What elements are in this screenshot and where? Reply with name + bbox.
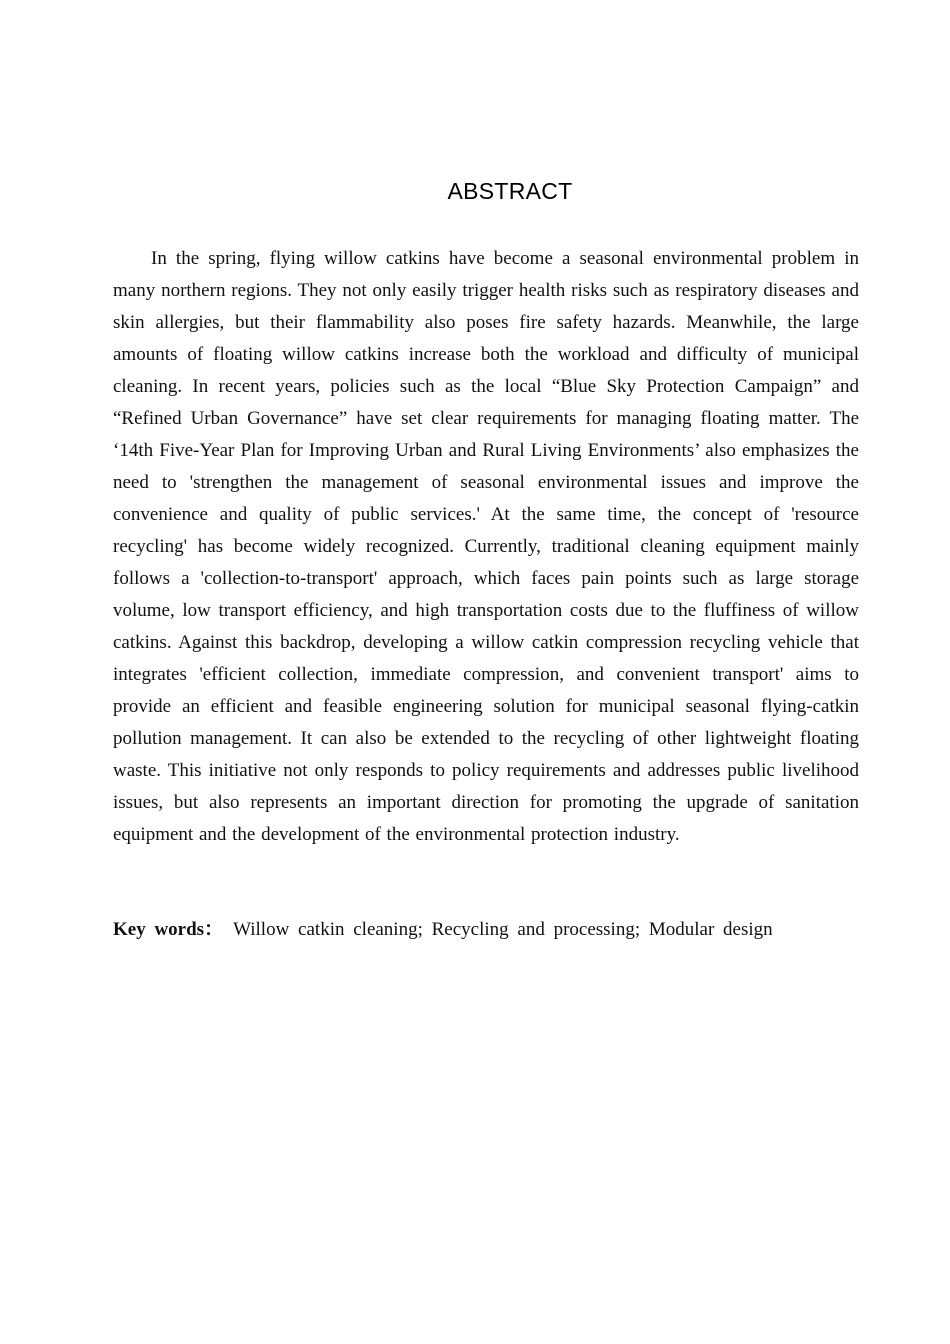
keywords-label: Key words： — [113, 919, 224, 940]
abstract-body: In the spring, flying willow catkins have become a seasonal environmental problem in many northern regions. They not only easily trigger health risks such as respiratory diseases and skin allergies, but their flammability also poses fire safety hazards. Meanwhile, the large amounts of floating willow catkins increase both the workload and difficulty of municipal cleaning. In recent years, policies such as the local “Blue Sky Protection Campaign” and “Refined Urban Governance” have set clear requirements for managing floating matter. The ‘14th Five-Year Plan for Improving Urban and Rural Living Environments’ also emphasizes the need to 'strengthen the management of seasonal environmental issues and improve the convenience and quality of public services.' At the same time, the concept of 'resource recycling' has become widely recognized. Currently, traditional cleaning equipment mainly follows a 'collection-to-transport' approach, which faces pain points such as large storage volume, low transport efficiency, and high transportation costs due to the fluffiness of willow catkins. Against this backdrop, developing a willow catkin compression recycling vehicle that integrates 'efficient collection, immediate compression, and convenient transport' aims to provide an efficient and feasible engineering solution for municipal seasonal flying-catkin pollution management. It can also be extended to the recycling of other lightweight floating waste. This initiative not only responds to policy requirements and addresses public livelihood issues, but also represents an important direction for promoting the upgrade of sanitation equipment and the development of the environmental protection industry. — [113, 248, 859, 845]
keywords-text: Willow catkin cleaning; Recycling and processing; Modular design — [233, 919, 773, 940]
keywords-line — [113, 914, 859, 946]
abstract-title: ABSTRACT — [447, 178, 573, 204]
